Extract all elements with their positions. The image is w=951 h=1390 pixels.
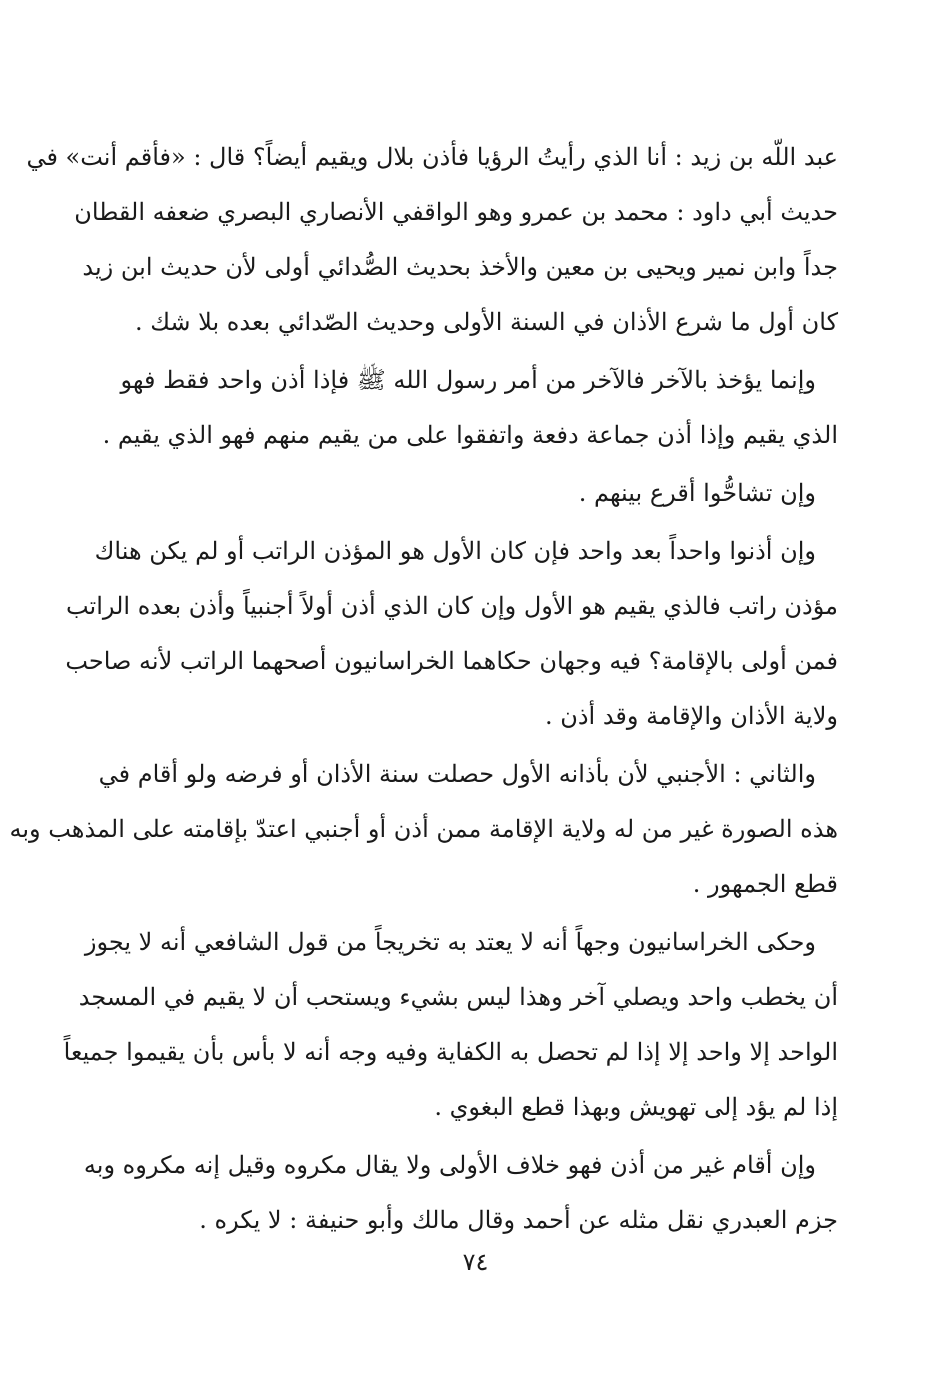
text-line: وإنما يؤخذ بالآخر فالآخر من أمر رسول الله ﷺ فإذا أذن واحد فقط فهو	[120, 366, 816, 394]
text-line: جداً وابن نمير ويحيى بن معين والأخذ بحديث الصُّدائي أولى لأن حديث ابن زيد	[82, 253, 838, 281]
text-line: جزم العبدري نقل مثله عن أحمد وقال مالك وأبو حنيفة : لا يكره .	[199, 1206, 838, 1234]
text-line: كان أول ما شرع الأذان في السنة الأولى وحديث الصّدائي بعده بلا شك .	[134, 308, 838, 336]
page-number: ٧٤	[462, 1248, 489, 1276]
text-line: وإن تشاحُّوا أقرع بينهم .	[578, 479, 816, 507]
body-text	[9, 130, 838, 1248]
text-line: الواحد إلا واحد إلا إذا لم تحصل به الكفاية وفيه وجه أنه لا بأس بأن يقيموا جميعاً	[63, 1038, 838, 1066]
text-line: ولاية الأذان والإقامة وقد أذن .	[544, 702, 838, 730]
text-line: إذا لم يؤد إلى تهويش وبهذا قطع البغوي .	[434, 1093, 838, 1121]
text-line: عبد اللّه بن زيد : أنا الذي رأيتُ الرؤيا فأذن بلال ويقيم أيضاً؟ قال : «فأقم أنت» في	[26, 143, 838, 171]
text-line: وإن أذنوا واحداً بعد واحد فإن كان الأول هو المؤذن الراتب أو لم يكن هناك	[94, 537, 816, 565]
text-line: الذي يقيم وإذا أذن جماعة دفعة واتفقوا على من يقيم منهم فهو الذي يقيم .	[102, 421, 838, 449]
paragraph	[102, 353, 838, 463]
paragraph	[128, 466, 838, 521]
paragraph	[65, 524, 838, 744]
text-line: وإن أقام غير من أذن فهو خلاف الأولى ولا يقال مكروه وقيل إنه مكروه وبه	[83, 1151, 816, 1179]
text-line: قطع الجمهور .	[692, 870, 838, 898]
text-line: أن يخطب واحد ويصلي آخر وهذا ليس بشيء ويستحب أن لا يقيم في المسجد	[78, 983, 838, 1011]
paragraph	[63, 915, 838, 1135]
text-line: فمن أولى بالإقامة؟ فيه وجهان حكاهما الخراسانيون أصحهما الراتب لأنه صاحب	[65, 647, 838, 675]
text-line: مؤذن راتب فالذي يقيم هو الأول وإن كان الذي أذن أولاً أجنبياً وأذن بعده الراتب	[65, 592, 838, 620]
paragraph	[26, 130, 838, 350]
paragraph	[9, 747, 838, 912]
text-line: هذه الصورة غير من له ولاية الإقامة ممن أذن أو أجنبي اعتدّ بإقامته على المذهب وبه	[9, 815, 838, 843]
text-line: والثاني : الأجنبي لأن بأذانه الأول حصلت سنة الأذان أو فرضه ولو أقام في	[98, 760, 816, 788]
paragraph	[83, 1138, 838, 1248]
text-line: وحكى الخراسانيون وجهاً أنه لا يعتد به تخريجاً من قول الشافعي أنه لا يجوز	[84, 928, 816, 956]
text-line: حديث أبي داود : محمد بن عمرو وهو الواقفي الأنصاري البصري ضعفه القطان	[74, 198, 838, 226]
